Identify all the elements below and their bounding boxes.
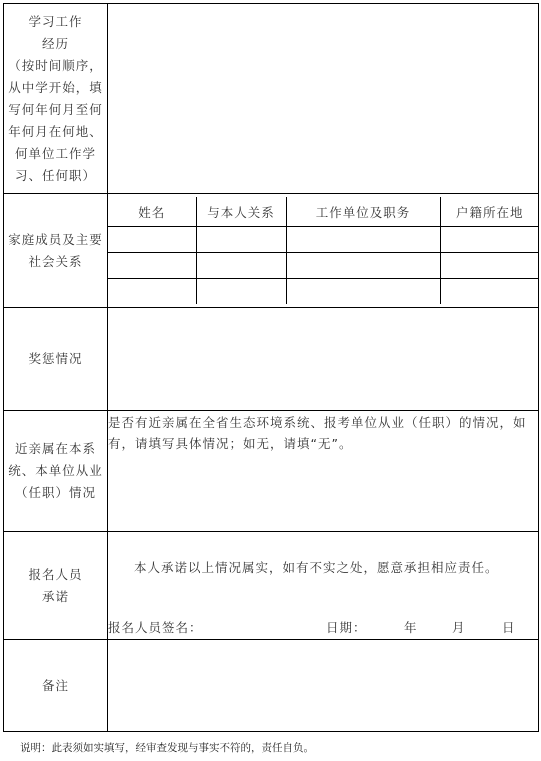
family-header-row (108, 197, 539, 227)
signature-field[interactable] (200, 614, 310, 634)
family-label: 家庭成员及主要 社会关系 (4, 194, 108, 308)
family-grid-cell (108, 194, 539, 308)
family-member-row (108, 279, 539, 305)
family-member-row (108, 227, 539, 253)
day-label: 日 (502, 620, 515, 635)
member-relationship-field[interactable] (196, 227, 286, 253)
experience-field[interactable] (108, 4, 539, 194)
awards-label: 奖惩情况 (4, 308, 108, 411)
member-employer-field[interactable] (286, 253, 440, 279)
member-registration-field[interactable] (440, 227, 539, 253)
experience-row (4, 4, 539, 194)
member-name-field[interactable] (108, 279, 196, 305)
pledge-row (4, 532, 539, 640)
member-relationship-field[interactable] (196, 279, 286, 305)
family-row (4, 194, 539, 308)
family-member-row (108, 253, 539, 279)
member-registration-field[interactable] (440, 279, 539, 305)
member-name-field[interactable] (108, 227, 196, 253)
header-relationship: 与本人关系 (196, 197, 286, 227)
header-household-registration: 户籍所在地 (440, 197, 539, 227)
date-label: 日期： (326, 620, 367, 635)
registration-form-table (3, 3, 539, 732)
member-employer-field[interactable] (286, 227, 440, 253)
pledge-label: 报名人员 承诺 (4, 532, 108, 640)
remarks-field[interactable] (108, 640, 539, 732)
relatives-label: 近亲属在本系 统、本单位从业 （任职）情况 (4, 411, 108, 532)
awards-field[interactable] (108, 308, 539, 411)
member-registration-field[interactable] (440, 253, 539, 279)
relatives-field[interactable] (108, 411, 539, 532)
remarks-row (4, 640, 539, 732)
header-employer-position: 工作单位及职务 (286, 197, 440, 227)
relatives-instruction: 是否有近亲属在全省生态环境系统、报考单位从业（任职）的情况，如有，请填写具体情况；如无，请填“无”。 (108, 415, 527, 451)
member-employer-field[interactable] (286, 279, 440, 305)
member-relationship-field[interactable] (196, 253, 286, 279)
pledge-statement: 本人承诺以上情况属实，如有不实之处，愿意承担相应责任。 (134, 560, 499, 575)
member-name-field[interactable] (108, 253, 196, 279)
year-label: 年 (404, 620, 417, 635)
month-label: 月 (452, 620, 465, 635)
header-name: 姓名 (108, 197, 196, 227)
pledge-cell (108, 532, 539, 640)
relatives-row (4, 411, 539, 532)
family-members-table (108, 197, 539, 304)
awards-row (4, 308, 539, 411)
footer-note: 说明：此表须如实填写，经审查发现与事实不符的，责任自负。 (20, 742, 314, 754)
experience-label: 学习工作 经历 （按时间顺序， 从中学开始，填 写何年何月至何 年何月在何地、 何单位工作学 习、任何职） (4, 4, 108, 194)
remarks-label: 备注 (4, 640, 108, 732)
signature-label: 报名人员签名： (108, 620, 203, 635)
